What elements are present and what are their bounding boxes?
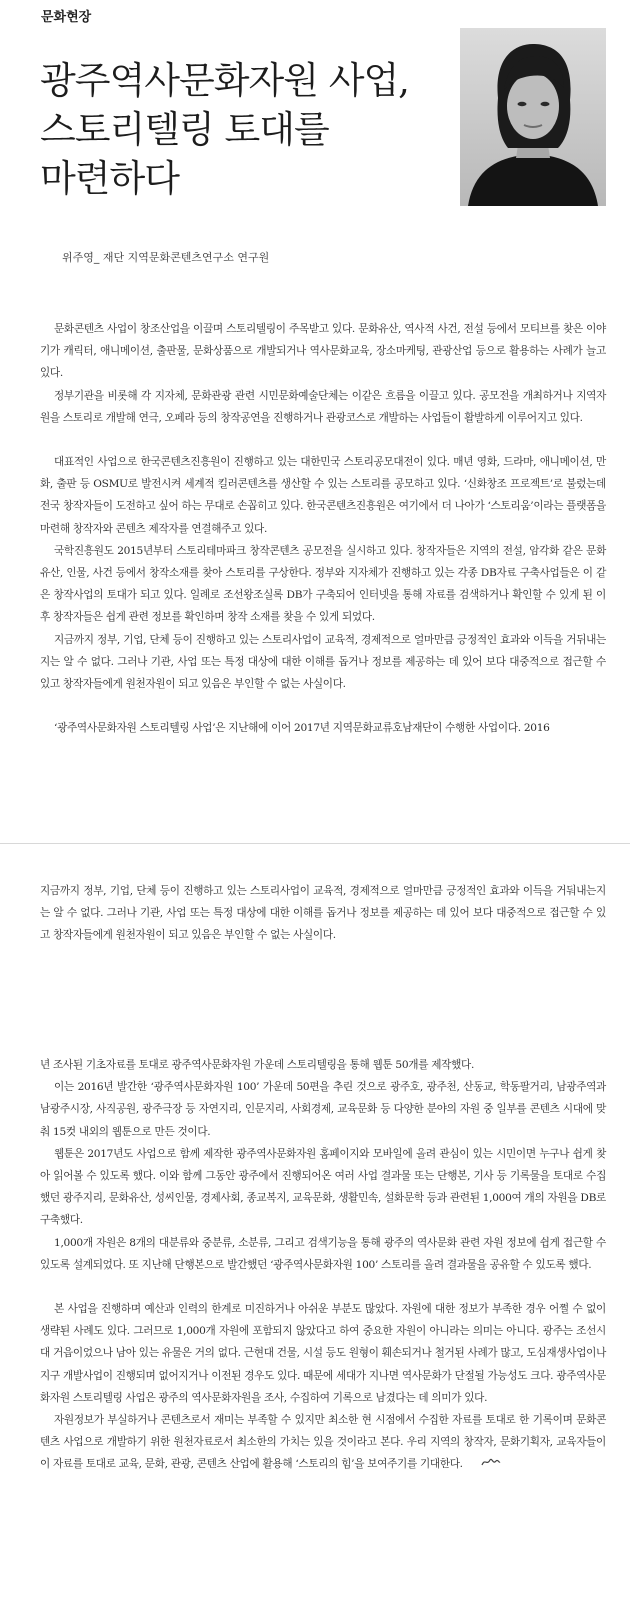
paragraph: 국학진흥원도 2015년부터 스토리테마파크 창작콘텐츠 공모전을 실시하고 있다. 창작자들은 지역의 전설, 암각화 같은 문화유산, 인물, 사건 등에서 창작소재를 찾아 스토리를 구상한다. 정부와 지자체가 진행하고 있는 각종 DB자료 구축사업들은 이 같은 창작사업의 토대가 되고 있다. 일례로 조선왕조실록 DB가 구축되어 인터넷을 통해 자료를 검색하거나 확인할 수 있게 된 이후 창작자들은 쉽게 관련 정보를 확인하며 창작 소재를 찾을 수 있게 되었다. <box>40 544 606 624</box>
paragraph <box>40 1409 606 1476</box>
pullquote <box>40 880 606 947</box>
paragraph: 웹툰은 2017년도 사업으로 함께 제작한 광주역사문화자원 홈페이지와 모바일에 올려 관심이 있는 시민이면 누구나 쉽게 찾아 읽어볼 수 있도록 했다. 이와 함께 그동안 광주에서 진행되어온 여러 사업 결과물 또는 단행본, 기사 등 기록물을 토대로 수집했던 광주지리, 문화유산, 성씨인물, 경제사회, 종교복지, 교육문화, 생활민속, 설화문학 등과 관련된 1,000여 개의 자원을 DB로 구축했다. <box>40 1147 606 1227</box>
article-body-part-2 <box>40 1054 606 1476</box>
paragraph: 대표적인 사업으로 한국콘텐츠진흥원이 진행하고 있는 대한민국 스토리공모대전이 있다. 매년 영화, 드라마, 애니메이션, 만화, 출판 등 OSMU로 발전시켜 세계적 킬러콘텐츠를 생산할 수 있는 스토리를 공모하고 있다. ‘신화창조 프로젝트’로 불렸는데 전국 창작자들이 도전하고 싶어 하는 무대로 손꼽히고 있다. 한국콘텐츠진흥원은 여기에서 더 나아가 ‘스토리움’이라는 플랫폼을 마련해 창작자와 콘텐츠 제작자를 연결해주고 있다. <box>40 456 606 535</box>
paragraph: 년 조사된 기초자료를 토대로 광주역사문화자원 가운데 스토리텔링을 통해 웹툰 50개를 제작했다. <box>40 1059 475 1071</box>
article-body-part-1 <box>40 318 606 739</box>
paragraph: 본 사업을 진행하며 예산과 인력의 한계로 미진하거나 아쉬운 부분도 많았다. 자원에 대한 정보가 부족한 경우 어쩔 수 없이 생략된 사례도 있다. 그러므로 1,000개 자원에 포함되지 않았다고 하여 중요한 자원이 아니라는 의미는 아니다. 광주는 조선시대 거읍이었으나 남아 있는 유물은 거의 없다. 근현대 건물, 시설 등도 원형이 훼손되거나 철거된 사례가 많고, 도심재생사업이나 지구 개발사업이 진행되며 없어지거나 이전된 경우도 있다. 때문에 세대가 지나면 역사문화가 단절될 가능성도 크다. 광주역사문화자원 스토리텔링 사업은 광주의 역사문화자원을 조사, 수집하여 기록으로 남겼다는 데 의미가 있다. <box>40 1303 606 1404</box>
title-line-1: 광주역사문화자원 사업, <box>40 59 409 102</box>
byline: 위주영_ 재단 지역문화콘텐츠연구소 연구원 <box>62 251 270 264</box>
paragraph: 지금까지 정부, 기업, 단체 등이 진행하고 있는 스토리사업이 교육적, 경제적으로 얼마만큼 긍정적인 효과와 이득을 거뒤내는지는 알 수 없다. 그러나 기관, 사업 또는 특정 대상에 대한 이해를 돕거나 정보를 제공하는 데 있어 보다 대중적으로 접근할 수 있고 창작자들에게 원천자원이 되고 있음은 부인할 수 없는 사실이다. <box>40 633 606 691</box>
paragraph: ‘광주역사문화자원 스토리텔링 사업’은 지난해에 이어 2017년 지역문화교류호남재단이 수행한 사업이다. 2016 <box>54 722 550 735</box>
end-mark-icon <box>467 1453 501 1475</box>
paragraph: 이는 2016년 발간한 ‘광주역사문화자원 100’ 가운데 50편을 추린 것으로 광주호, 광주천, 산동교, 학동팔거리, 남광주역과 남광주시장, 사직공원, 광주극장 등 자연지리, 인문지리, 사회경제, 교육문화 등 다양한 분야의 자원 중 일부를 콘텐츠 시대에 맞춰 15컷 내외의 웹툰으로 만든 것이다. <box>40 1081 606 1138</box>
article-title <box>40 56 440 203</box>
pullquote-text: 지금까지 정부, 기업, 단체 등이 진행하고 있는 스토리사업이 교육적, 경제적으로 얼마만큼 긍정적인 효과와 이득을 거둬내는지는 알 수 없다. 그러나 기관, 사업 또는 특정 대상에 대한 이해를 돕거나 정보를 제공하는 데 있어 보다 대중적으로 접근할 수 있고 창작자들에게 원천자원이 되고 있음은 부인할 수 없는 사실이다. <box>40 885 606 942</box>
paragraph: 문화콘텐츠 사업이 창조산업을 이끌며 스토리텔링이 주목받고 있다. 문화유산, 역사적 사건, 전설 등에서 모티브를 찾은 이야기가 캐릭터, 애니메이션, 출판물, 문화상품으로 개발되거나 역사문화교육, 장소마케팅, 관광산업 등으로 활용하는 사례가 늘고 있다. <box>40 323 606 380</box>
title-line-2: 스토리텔링 토대를 <box>40 108 329 151</box>
author-portrait-image <box>460 28 606 206</box>
author-photo <box>460 28 606 206</box>
final-paragraph-text: 자원정보가 부실하거나 콘텐츠로서 재미는 부족할 수 있지만 최소한 현 시점에서 수집한 자료를 토대로 한 기록이며 문화콘텐츠 사업으로 개발하기 위한 원천자료로서 최소한의 가치는 있을 것이라고 본다. 우리 지역의 창작자, 문화기획자, 교육자들이 이 자료를 토대로 교육, 문화, 관광, 콘텐츠 산업에 활용해 ‘스토리의 힘’을 보여주기를 기대한다. <box>40 1414 606 1471</box>
paragraph: 정부기관을 비롯해 각 지자체, 문화관광 관련 시민문화예술단체는 이같은 흐름을 이끌고 있다. 공모전을 개최하거나 지역자원을 스토리로 개발해 연극, 오페라 등의 창작공연을 진행하거나 관광코스로 개발하는 사업들이 활발하게 이루어지고 있다. <box>40 389 606 424</box>
paragraph: 1,000개 자원은 8개의 대분류와 중분류, 소분류, 그리고 검색기능을 통해 광주의 역사문화 관련 자원 정보에 쉽게 접근할 수 있도록 설계되었다. 또 지난해 단행본으로 발간했던 ‘광주역사문화자원 100’ 스토리를 올려 결과물을 공유할 수 있도록 했다. <box>40 1236 606 1271</box>
divider <box>0 843 630 844</box>
title-line-3: 마련하다 <box>40 157 179 200</box>
section-label: 문화현장 <box>41 10 92 25</box>
